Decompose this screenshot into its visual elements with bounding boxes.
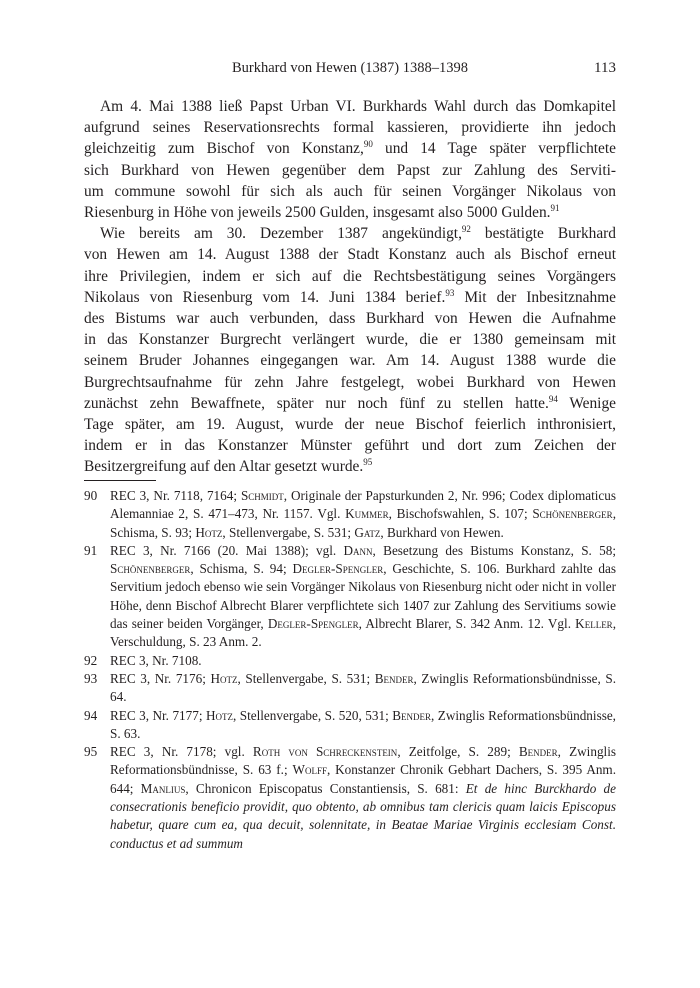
footnote-text-segment: REC 3, Nr. 7176;	[110, 670, 211, 686]
footnote-text-segment: , Stellenvergabe, S. 531;	[237, 670, 375, 686]
main-text	[84, 96, 616, 478]
text-segment: und 14 Tage später verpflichtete	[372, 140, 616, 158]
text-line: Am 4. Mai 1388 ließ Papst Urban VI. Burkhards Wahl durch das Domkapitel	[100, 98, 616, 115]
text-line: Burgrechtsaufnahme für zehn Jahre festgelegt, wobei Burkhard von Hewen	[84, 373, 616, 391]
footnote-text-segment: Bender	[518, 744, 558, 760]
footnote-ref: 94	[548, 393, 558, 404]
footnote-text-segment: , Schisma, S. 93;	[110, 506, 616, 540]
text-segment: zunächst zehn Bewaffnete, später nur noch fünf zu stellen hatte.	[84, 394, 549, 412]
text-line: um commune sowohl für sich als auch für seinen Vorgänger Nikolaus von	[84, 182, 616, 200]
footnote-number: 90	[84, 488, 98, 503]
footnote-text-segment: , Besetzung des Bistums Konstanz, S. 58;	[372, 542, 616, 558]
footnotes	[84, 487, 616, 853]
footnote-text-segment: REC 3, Nr. 7177;	[110, 707, 206, 723]
footnote-text-segment: Manlius	[140, 780, 186, 796]
footnote-text-segment: , Zwinglis Reformationsbündnisse, S. 64.	[110, 670, 616, 705]
footnote-text-segment: Roth von Schreckenstein	[252, 744, 398, 760]
footnote-text-segment: Degler-Spengler	[267, 616, 359, 632]
text-line	[84, 456, 616, 477]
footnote-text-segment: , Albrecht Blarer, S. 342 Anm. 12. Vgl.	[358, 616, 576, 632]
footnote-ref: 90	[363, 139, 373, 150]
footnote-ref: 91	[550, 203, 560, 214]
footnote-text	[110, 707, 616, 744]
text-line: indem er in das Konstanzer Münster geführt und dort zum Zeichen der	[84, 437, 616, 455]
footnote-text-segment: Bender	[374, 670, 414, 686]
footnote-ref: 92	[461, 224, 471, 235]
text-line: von Hewen am 14. August 1388 der Stadt Konstanz auch als Bischof erneut	[84, 246, 616, 264]
footnote-number: 94	[84, 707, 98, 723]
footnote-text-segment: , Schisma, S. 94;	[190, 561, 293, 577]
text-line	[84, 393, 616, 414]
footnote-text-segment: Et de hinc Burckhardo de consecrationis beneficio providit, quo obtento, ab omnibus tam clericis quam laicis Episcopus habetur, quare cum ea, qua decuit, solennitate, in Beatae Mariae Virginis ecclesiam Const. conductus et ad summum	[110, 780, 616, 851]
text-segment: Besitzergreifung auf den Altar gesetzt wurde.	[84, 458, 364, 476]
text-segment: Mit der Inbesitznahme	[454, 288, 616, 306]
footnote-text-segment: Hotz	[205, 707, 233, 723]
page-header	[84, 60, 616, 82]
text-line: in das Konstanzer Burgrecht verlängert wurde, die er 1380 gemeinsam mit	[84, 331, 616, 349]
footnote-text-segment: Gatz	[354, 524, 381, 540]
footnote-text-segment: , Burkhard von Hewen.	[380, 524, 504, 540]
footnote-number: 93	[84, 670, 98, 686]
text-segment: Wie bereits am 30. Dezember 1387 angekündigt,	[100, 225, 462, 243]
footnote-text-segment: Wolff	[292, 762, 327, 778]
text-segment: Riesenburg in Höhe von jeweils 2500 Gulden, insgesamt also 5000 Gulden.	[84, 204, 551, 222]
footnote-text-segment: , Konstanzer Chronik Gebhart Dachers, S. 395 Anm. 644;	[110, 762, 616, 796]
text-line: aufgrund seines Reservationsrechts formal kassieren, providierte ihn jedoch	[84, 119, 616, 137]
footnote-93	[84, 670, 616, 707]
footnote-text-segment: , Chronicon Episcopatus Constantiensis, S. 681:	[185, 780, 466, 796]
footnote-text	[110, 487, 616, 542]
footnote-number: 92	[84, 652, 98, 668]
footnote-text-segment: Degler-Spengler	[292, 561, 384, 577]
text-line: ihre Privilegien, indem er sich auf die Rechtsbestätigung seines Vorgängers	[84, 267, 616, 285]
footnote-text	[110, 743, 616, 853]
paragraph-2	[84, 223, 616, 477]
text-line	[84, 202, 616, 223]
footnote-text-segment: REC 3, Nr. 7178; vgl.	[110, 744, 253, 760]
footnote-text-segment: Schmidt	[240, 488, 284, 503]
footnote-text	[110, 670, 616, 707]
footnote-text-segment: Hotz	[195, 524, 223, 540]
footnote-text-segment: Kummer	[345, 506, 389, 522]
paragraph-1	[84, 96, 616, 223]
footnote-text-segment: REC 3, Nr. 7108.	[110, 652, 202, 668]
footnote-text-segment: , Zwinglis Reformationsbündnisse, S. 63.	[110, 707, 616, 741]
footnote-text-segment: Dann	[343, 542, 373, 558]
footnote-text-segment: REC 3, Nr. 7166 (20. Mai 1388); vgl.	[110, 542, 344, 558]
footnote-text	[110, 542, 616, 652]
footnote-text-segment: , Zwinglis Reformationsbündnisse, S. 63 f.;	[110, 744, 616, 778]
footnote-92	[84, 652, 616, 670]
footnote-number: 91	[84, 542, 98, 558]
text-line: des Bistums war auch verbunden, dass Burkhard von Hewen die Aufnahme	[84, 310, 616, 328]
footnote-ref: 95	[363, 457, 373, 468]
running-head: Burkhard von Hewen (1387) 1388–1398	[232, 60, 468, 76]
footnote-94	[84, 707, 616, 744]
text-line	[84, 287, 616, 308]
page-number: 113	[594, 60, 616, 76]
text-line: seinem Bruder Johannes eingegangen war. Am 14. August 1388 wurde die	[84, 352, 616, 370]
footnote-text-segment: Schönenberger	[532, 506, 613, 522]
footnote-text	[110, 652, 616, 670]
footnote-90	[84, 487, 616, 542]
footnote-ref: 93	[445, 287, 455, 298]
footnote-text-segment: , Originale der Papsturkunden 2, Nr. 996; Codex diplomaticus Alemanniae 2, S. 471–473, Nr. 1157. Vgl.	[110, 488, 616, 522]
footnote-text-segment: , Zeitfolge, S. 289;	[397, 744, 519, 760]
text-segment: Wenige	[557, 394, 616, 412]
footnote-91	[84, 542, 616, 652]
footnote-text-segment: , Bischofswahlen, S. 107;	[388, 506, 533, 522]
footnote-text-segment: , Geschichte, S. 106. Burkhard zahlte das Servitium jedoch ebenso wie sein Vorgänger Nikolaus von Riesenburg nicht oder nicht in voller Höhe, denn Bischof Albrecht Blarer verpflichtete sich 1407 zur Zahlung des Servitiums sowie das seiner beiden Vorgänger,	[110, 561, 616, 632]
footnote-separator	[84, 480, 156, 481]
footnote-text-segment: Hotz	[210, 670, 238, 686]
text-segment: gleichzeitig zum Bischof von Konstanz,	[84, 140, 364, 158]
text-segment: Nikolaus von Riesenburg vom 14. Juni 1384 berief.	[84, 288, 446, 306]
text-line	[84, 138, 616, 159]
footnote-text-segment: Schönenberger	[110, 561, 191, 577]
footnote-text-segment: REC 3, Nr. 7118, 7164;	[110, 488, 241, 503]
footnote-text-segment: , Verschuldung, S. 23 Anm. 2.	[110, 616, 616, 650]
footnote-95	[84, 743, 616, 853]
footnote-text-segment: , Stellenvergabe, S. 520, 531;	[232, 707, 393, 723]
text-line	[84, 223, 616, 244]
text-segment: bestätigte Burkhard	[470, 225, 616, 243]
text-line: sich Burkhard von Hewen gegenüber dem Papst zur Zahlung des Serviti-	[84, 161, 616, 179]
footnote-text-segment: Keller	[575, 616, 613, 632]
footnote-text-segment: Bender	[392, 707, 432, 723]
footnote-text-segment: , Stellenvergabe, S. 531;	[222, 524, 355, 540]
footnote-number: 95	[84, 744, 98, 760]
text-line: Tage später, am 19. August, wurde der neue Bischof feierlich inthronisiert,	[84, 416, 616, 434]
